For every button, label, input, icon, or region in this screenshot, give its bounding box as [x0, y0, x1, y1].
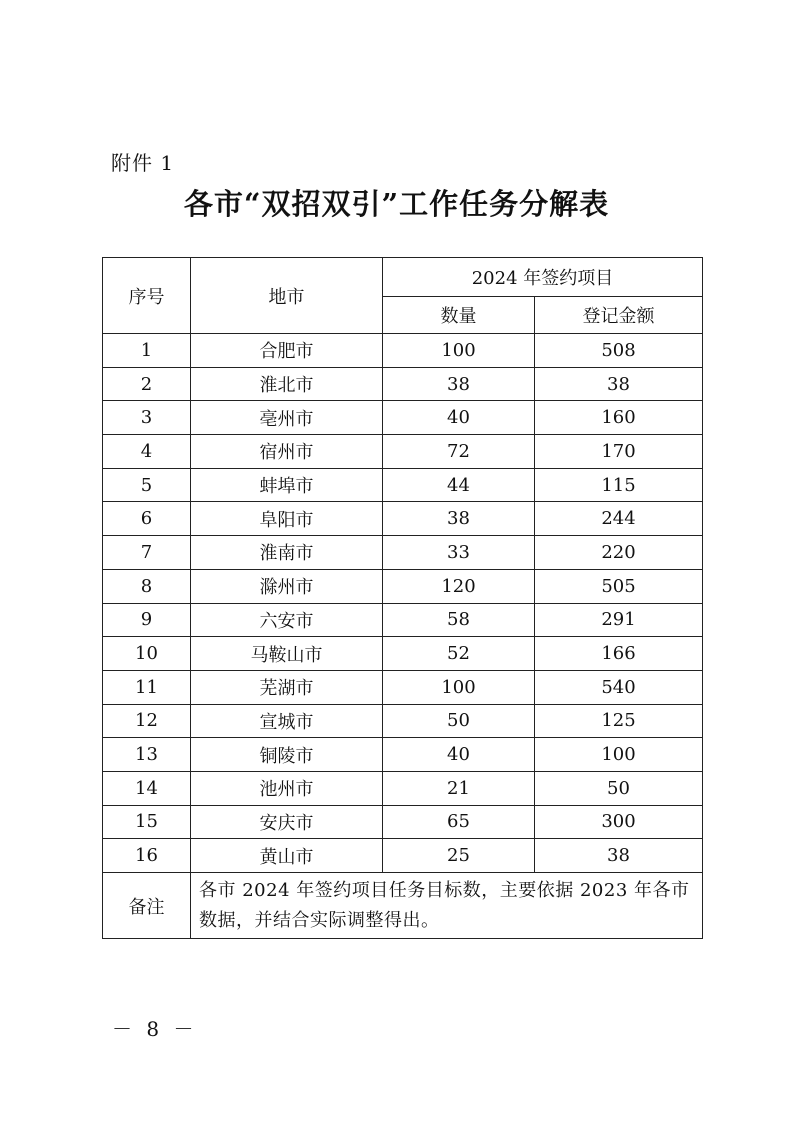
- cell-count: 52: [383, 637, 535, 671]
- cell-city: 芜湖市: [191, 670, 383, 704]
- header-amount: 登记金额: [535, 297, 703, 334]
- cell-amount: 38: [535, 839, 703, 873]
- table-row: [103, 401, 703, 435]
- cell-count: 40: [383, 401, 535, 435]
- cell-index: 1: [103, 334, 191, 368]
- table-row: [103, 502, 703, 536]
- cell-index: 7: [103, 536, 191, 570]
- table-row: [103, 771, 703, 805]
- cell-amount: 166: [535, 637, 703, 671]
- cell-amount: 170: [535, 435, 703, 469]
- header-count: 数量: [383, 297, 535, 334]
- table-row: [103, 670, 703, 704]
- cell-index: 4: [103, 435, 191, 469]
- cell-amount: 160: [535, 401, 703, 435]
- table-row: [103, 334, 703, 368]
- cell-city: 合肥市: [191, 334, 383, 368]
- cell-count: 21: [383, 771, 535, 805]
- cell-count: 38: [383, 367, 535, 401]
- cell-city: 淮南市: [191, 536, 383, 570]
- table-row: [103, 637, 703, 671]
- cell-amount: 50: [535, 771, 703, 805]
- cell-index: 5: [103, 468, 191, 502]
- cell-count: 58: [383, 603, 535, 637]
- cell-count: 40: [383, 738, 535, 772]
- table-row: [103, 704, 703, 738]
- note-label: 备注: [103, 873, 191, 939]
- cell-index: 16: [103, 839, 191, 873]
- table-row: [103, 569, 703, 603]
- cell-city: 滁州市: [191, 569, 383, 603]
- cell-city: 六安市: [191, 603, 383, 637]
- document-title: 各市“双招双引”工作任务分解表: [183, 187, 610, 221]
- cell-city: 铜陵市: [191, 738, 383, 772]
- cell-count: 44: [383, 468, 535, 502]
- cell-count: 120: [383, 569, 535, 603]
- cell-index: 15: [103, 805, 191, 839]
- cell-amount: 220: [535, 536, 703, 570]
- cell-index: 10: [103, 637, 191, 671]
- cell-amount: 300: [535, 805, 703, 839]
- cell-amount: 291: [535, 603, 703, 637]
- cell-amount: 100: [535, 738, 703, 772]
- attachment-label: 附件 1: [111, 151, 175, 175]
- table-row: [103, 536, 703, 570]
- cell-city: 宣城市: [191, 704, 383, 738]
- cell-city: 亳州市: [191, 401, 383, 435]
- table-row: [103, 468, 703, 502]
- note-row: [103, 873, 703, 939]
- cell-count: 100: [383, 670, 535, 704]
- cell-city: 黄山市: [191, 839, 383, 873]
- table-row: [103, 805, 703, 839]
- cell-amount: 38: [535, 367, 703, 401]
- cell-count: 100: [383, 334, 535, 368]
- table-row: [103, 435, 703, 469]
- header-city: 地市: [191, 258, 383, 334]
- cell-city: 宿州市: [191, 435, 383, 469]
- cell-count: 33: [383, 536, 535, 570]
- cell-city: 阜阳市: [191, 502, 383, 536]
- cell-amount: 125: [535, 704, 703, 738]
- cell-count: 38: [383, 502, 535, 536]
- cell-city: 蚌埠市: [191, 468, 383, 502]
- cell-city: 马鞍山市: [191, 637, 383, 671]
- cell-amount: 244: [535, 502, 703, 536]
- cell-index: 13: [103, 738, 191, 772]
- header-index: 序号: [103, 258, 191, 334]
- table-row: [103, 839, 703, 873]
- cell-index: 14: [103, 771, 191, 805]
- header-group: 2024 年签约项目: [383, 258, 703, 297]
- cell-count: 72: [383, 435, 535, 469]
- table-row: [103, 738, 703, 772]
- cell-index: 6: [103, 502, 191, 536]
- table-row: [103, 367, 703, 401]
- cell-count: 50: [383, 704, 535, 738]
- page-number: － 8 －: [112, 1017, 198, 1041]
- cell-city: 淮北市: [191, 367, 383, 401]
- table-row: [103, 603, 703, 637]
- cell-amount: 540: [535, 670, 703, 704]
- header-row-1: [103, 258, 703, 297]
- cell-index: 2: [103, 367, 191, 401]
- cell-count: 65: [383, 805, 535, 839]
- cell-city: 池州市: [191, 771, 383, 805]
- task-table: [102, 257, 703, 939]
- note-text: 各市 2024 年签约项目任务目标数，主要依据 2023 年各市数据，并结合实际调整得出。: [191, 873, 703, 939]
- cell-city: 安庆市: [191, 805, 383, 839]
- cell-amount: 115: [535, 468, 703, 502]
- cell-index: 8: [103, 569, 191, 603]
- cell-count: 25: [383, 839, 535, 873]
- cell-index: 11: [103, 670, 191, 704]
- cell-index: 12: [103, 704, 191, 738]
- cell-amount: 505: [535, 569, 703, 603]
- cell-index: 9: [103, 603, 191, 637]
- cell-amount: 508: [535, 334, 703, 368]
- cell-index: 3: [103, 401, 191, 435]
